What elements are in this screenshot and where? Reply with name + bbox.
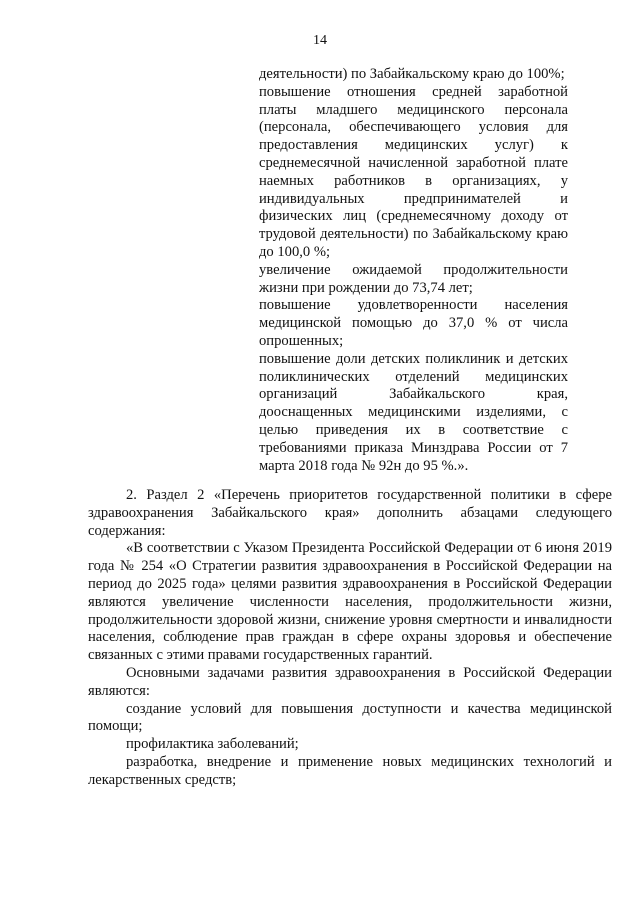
list-item: повышение отношения средней заработной платы младшего медицинского персонала (персонала, обеспечивающего условия для предоставления медицинских услуг) к среднемесячной начисленной заработной плате наемных работников в организациях, у индивидуальных предпринимателей и физических лиц (среднемесячному доходу от трудовой деятельности) по Забайкальскому краю до 100,0 %; — [259, 83, 568, 260]
page-number: 14 — [313, 33, 327, 48]
paragraph-task-1: создание условий для повышения доступности и качества медицинской помощи; — [88, 700, 612, 735]
list-item: повышение доли детских поликлиник и детских поликлинических отделений медицинских организаций Забайкальского края, дооснащенных медицинскими изделиями, с целью приведения их в соответствие с требованиями приказа Минздрава России от 7 марта 2018 года № 92н до 95 %.». — [259, 350, 568, 474]
list-item: деятельности) по Забайкальскому краю до 100%; — [259, 66, 565, 82]
paragraph-task-2: профилактика заболеваний; — [126, 736, 299, 753]
paragraph-task-3: разработка, внедрение и применение новых медицинских технологий и лекарственных средств; — [88, 753, 612, 788]
right-column-list — [259, 66, 568, 475]
body-text — [88, 487, 612, 790]
paragraph-decree: «В соответствии с Указом Президента Российской Федерации от 6 июня 2019 года № 254 «О Стратегии развития здравоохранения в Российской Федерации на период до 2025 года» целями развития здравоохранения в Российской Федерации являются увеличение численности населения, продолжительности жизни, продолжительности здоровой жизни, снижение уровня смертности и инвалидности населения, соблюдение прав граждан в сфере охраны здоровья и обеспечение связанных с этими правами государственных гарантий. — [88, 540, 612, 664]
list-item: повышение удовлетворенности населения медицинской помощью до 37,0 % от числа опрошенных; — [259, 297, 568, 349]
paragraph-section-2: 2. Раздел 2 «Перечень приоритетов государственной политики в сфере здравоохранения Забайкальского края» дополнить абзацами следующего содержания: — [88, 487, 612, 539]
paragraph-tasks-intro: Основными задачами развития здравоохранения в Российской Федерации являются: — [88, 664, 612, 699]
list-item: увеличение ожидаемой продолжительности жизни при рождении до 73,74 лет; — [259, 261, 568, 296]
